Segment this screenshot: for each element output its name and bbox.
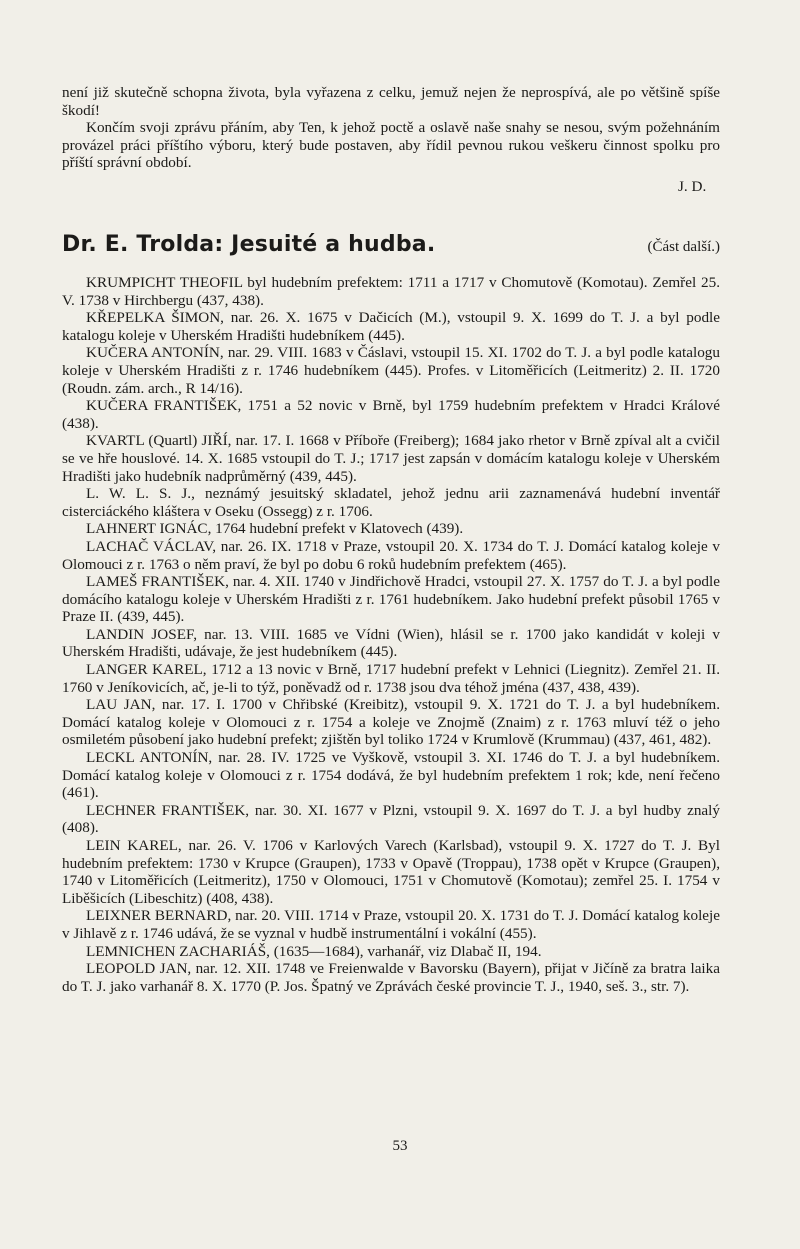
list-item: KUČERA ANTONÍN, nar. 29. VIII. 1683 v Čáslavi, vstoupil 15. XI. 1702 do T. J. a byl podle katalogu koleje v Uherském Hradišti z r. 1746 hudebníkem (445). Profes. v Litoměřicích (Leitmeritz) 2. II. 1720 (Roudn. zám. arch., R 14/16). (62, 344, 720, 397)
intro-paragraph: Končím svoji zprávu přáním, aby Ten, k jehož poctě a oslavě naše snahy se nesou, svým požehnáním provázel práci příštího výboru, který bude postaven, aby řídil pevnou rukou veškeru činnost spolku pro příští správní období. (62, 119, 720, 172)
article-note: (Část další.) (647, 239, 720, 255)
page-number: 53 (392, 1138, 408, 1154)
list-item: LAU JAN, nar. 17. I. 1700 v Chřibské (Kreibitz), vstoupil 9. X. 1721 do T. J. a byl hudebníkem. Domácí katalog koleje v Olomouci z r. 1754 a koleje ve Znojmě (Znaim) z r. 1763 mluví též o jeho osmiletém působení jako hudební prefekt; zjištěn byl toliko 1724 v Krumlově (Krummau) (437, 461, 482). (62, 696, 720, 749)
list-item: LACHAČ VÁCLAV, nar. 26. IX. 1718 v Praze, vstoupil 20. X. 1734 do T. J. Domácí katalog koleje v Olomouci z r. 1763 o něm praví, že byl po dobu 6 roků hudebním prefektem (465). (62, 537, 720, 573)
intro-paragraph: není již skutečně schopna života, byla vyřazena z celku, jemuž nejen že neprospívá, ale po většině spíše škodí! (62, 84, 720, 119)
signature: J. D. (678, 178, 707, 195)
list-item: LAMEŠ FRANTIŠEK, nar. 4. XII. 1740 v Jindřichově Hradci, vstoupil 27. X. 1757 do T. J. a byl podle domácího katalogu koleje v Uherském Hradišti z r. 1761 hudebníkem. Jako hudební prefekt působil 1765 v Praze II. (439, 445). (62, 573, 720, 626)
list-item: LECKL ANTONÍN, nar. 28. IV. 1725 ve Vyškově, vstoupil 3. XI. 1746 do T. J. a byl hudebníkem. Domácí katalog koleje v Olomouci z r. 1754 dodává, že byl hudebním prefektem 1 rok; kde, není řečeno (461). (62, 749, 720, 802)
list-item: KRUMPICHT THEOFIL byl hudebním prefektem: 1711 a 1717 v Chomutově (Komotau). Zemřel 25. V. 1738 v Hirchbergu (437, 438). (62, 274, 720, 309)
list-item: KVARTL (Quartl) JIŘÍ, nar. 17. I. 1668 v Příboře (Freiberg); 1684 jako rhetor v Brně zpíval alt a cvičil se ve hře houslové. 14. X. 1685 vstoupil do T. J.; 1717 jest zapsán v domácím katalogu koleje v Uherském Hradišti jako hudebník nadprůměrný (439, 445). (62, 432, 720, 485)
list-item: KŘEPELKA ŠIMON, nar. 26. X. 1675 v Dačicích (M.), vstoupil 9. X. 1699 do T. J. a byl podle katalogu koleje v Uherském Hradišti hudebníkem (445). (62, 309, 720, 344)
list-item: KUČERA FRANTIŠEK, 1751 a 52 novic v Brně, byl 1759 hudebním prefektem v Hradci Králové (438). (62, 397, 720, 432)
list-item: LANGER KAREL, 1712 a 13 novic v Brně, 1717 hudební prefekt v Lehnici (Liegnitz). Zemřel 21. II. 1760 v Jeníkovicích, ač, je-li to týž, poněvadž od r. 1738 jsou dva téhož jména (437, 438, 439). (62, 661, 720, 696)
entry-list (62, 274, 720, 995)
article-title: Dr. E. Trolda: Jesuité a hudba. (62, 232, 436, 257)
intro-section (62, 84, 720, 172)
list-item: L. W. L. S. J., neznámý jesuitský skladatel, jehož jednu arii zaznamenává hudební inventář cisterciáckého kláštera v Oseku (Ossegg) z r. 1706. (62, 485, 720, 520)
article-header (62, 232, 720, 257)
list-item: LANDIN JOSEF, nar. 13. VIII. 1685 ve Vídni (Wien), hlásil se r. 1700 jako kandidát v koleji v Uherském Hradišti, udávaje, že jest hudebníkem (445). (62, 625, 720, 661)
list-item: LEIN KAREL, nar. 26. V. 1706 v Karlových Varech (Karlsbad), vstoupil 9. X. 1727 do T. J. Byl hudebním prefektem: 1730 v Krupce (Graupen), 1733 v Opavě (Troppau), 1738 opět v Krupce (Graupen), 1740 v Litoměřicích (Leitmeritz), 1750 v Olomouci, 1751 v Chomutově (Komotau); zemřel 25. I. 1754 v Liběšicích (Libeschitz) (408, 438). (62, 837, 720, 907)
list-item: LEIXNER BERNARD, nar. 20. VIII. 1714 v Praze, vstoupil 20. X. 1731 do T. J. Domácí katalog koleje v Jihlavě z r. 1746 udává, že se vyznal v hudbě instrumentální i vokální (455). (62, 907, 720, 942)
list-item: LECHNER FRANTIŠEK, nar. 30. XI. 1677 v Plzni, vstoupil 9. X. 1697 do T. J. a byl hudby znalý (408). (62, 801, 720, 837)
list-item: LAHNERT IGNÁC, 1764 hudební prefekt v Klatovech (439). (86, 520, 464, 538)
list-item: LEOPOLD JAN, nar. 12. XII. 1748 ve Freienwalde v Bavorsku (Bayern), přijat v Jičíně za bratra laika do T. J. jako varhanář 8. X. 1770 (P. Jos. Špatný ve Zprávách české provincie T. J., 1940, seš. 3., str. 7). (62, 960, 720, 995)
list-item: LEMNICHEN ZACHARIÁŠ, (1635—1684), varhanář, viz Dlabač II, 194. (86, 942, 542, 960)
